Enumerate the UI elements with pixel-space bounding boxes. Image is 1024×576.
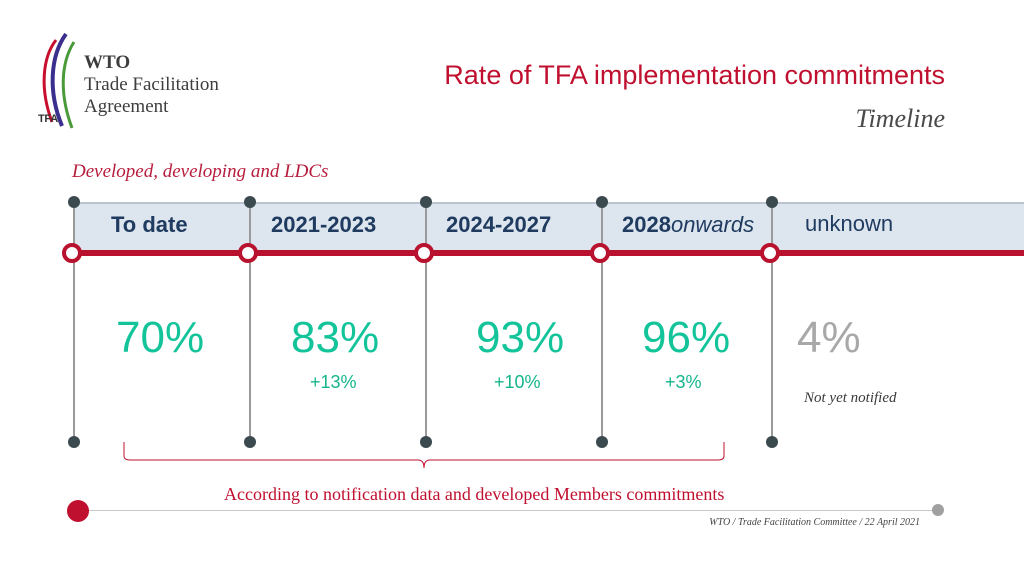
logo-org: WTO (84, 52, 131, 73)
percent-2028-onwards: 96% (642, 313, 731, 362)
delta-2021-2023: +13% (310, 372, 357, 392)
footer-red-dot (67, 500, 89, 522)
period-label-2024-2027: 2024-2027 (446, 212, 552, 237)
period-label-unknown: unknown (805, 211, 894, 236)
timeline-top-dot (68, 196, 80, 208)
timeline-axis (74, 250, 1024, 256)
timeline-top-dot (596, 196, 608, 208)
timeline-milestone-ring (238, 243, 258, 263)
wto-logo-text (84, 52, 219, 118)
period-label-2028-onwards (622, 212, 754, 238)
section-label: Developed, developing and LDCs (72, 161, 329, 182)
footer-rule (80, 510, 938, 511)
timeline-top-dot (244, 196, 256, 208)
timeline-bottom-dot (766, 436, 778, 448)
period-year: 2028 (622, 212, 671, 237)
timeline-divider (771, 201, 773, 442)
timeline-band-border (74, 202, 1024, 204)
timeline-milestone-ring (62, 243, 82, 263)
percent-2024-2027: 93% (476, 313, 565, 362)
footer-grey-dot (932, 504, 944, 516)
delta-2024-2027: +10% (494, 372, 541, 392)
period-label-to-date: To date (111, 212, 188, 237)
not-notified-note: Not yet notified (804, 390, 897, 406)
logo-line3: Agreement (84, 96, 169, 117)
timeline-divider (425, 201, 427, 442)
logo-line2: Trade Facilitation (84, 74, 219, 95)
page-subtitle: Timeline (855, 104, 945, 133)
timeline-divider (601, 201, 603, 442)
timeline-milestone-ring (590, 243, 610, 263)
period-label-2021-2023: 2021-2023 (271, 212, 377, 237)
delta-2028-onwards: +3% (665, 372, 702, 392)
footer-credit: WTO / Trade Facilitation Committee / 22 April 2021 (709, 517, 920, 528)
footnote: According to notification data and developed Members commitments (224, 484, 725, 504)
timeline-top-dot (420, 196, 432, 208)
bracket-brace (118, 438, 730, 478)
timeline-divider (73, 201, 75, 442)
percent-unknown: 4% (797, 313, 861, 362)
percent-to-date: 70% (116, 313, 205, 362)
logo-abbr: TFA (38, 113, 58, 125)
percent-2021-2023: 83% (291, 313, 380, 362)
timeline-top-dot (766, 196, 778, 208)
period-suffix: onwards (670, 212, 755, 237)
timeline-bottom-dot (68, 436, 80, 448)
timeline-milestone-ring (760, 243, 780, 263)
timeline-divider (249, 201, 251, 442)
timeline-milestone-ring (414, 243, 434, 263)
page-title: Rate of TFA implementation commitments (444, 60, 945, 90)
